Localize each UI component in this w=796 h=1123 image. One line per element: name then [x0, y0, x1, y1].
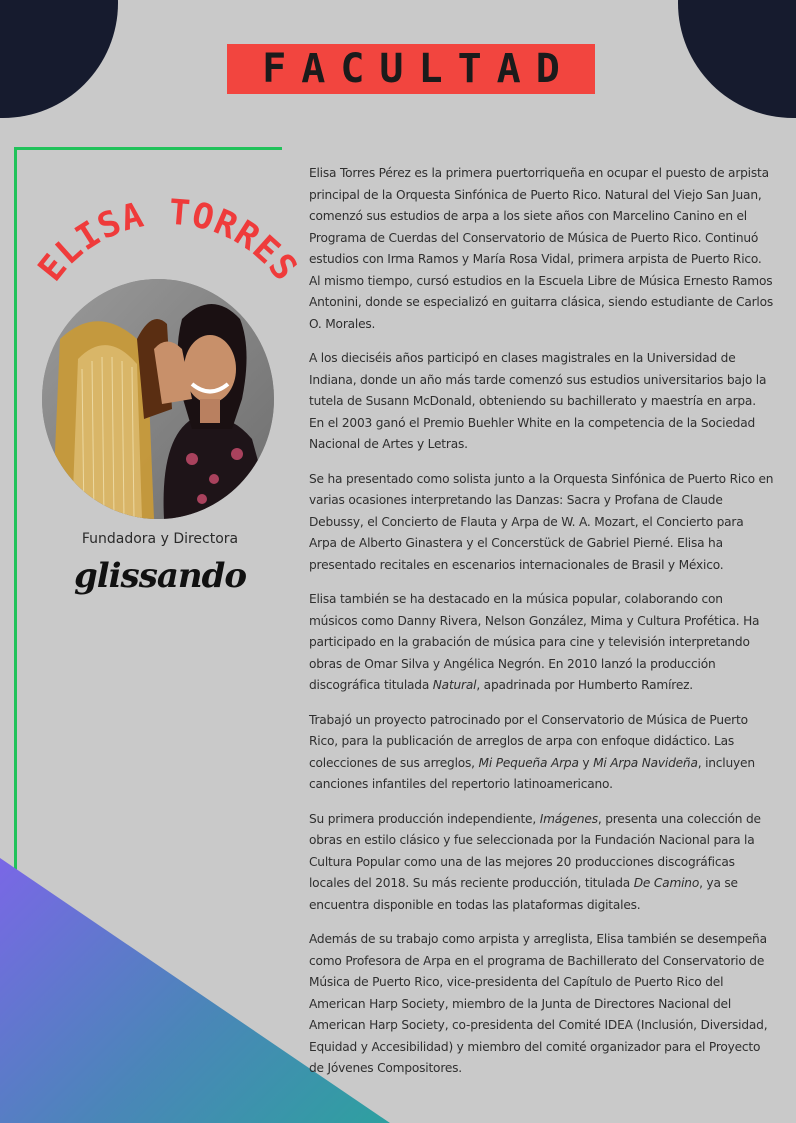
album-title-natural: Natural	[432, 678, 477, 692]
collection-title-1: Mi Pequeña Arpa	[478, 755, 579, 770]
accent-line-horizontal	[14, 147, 282, 150]
corner-circle-right	[678, 0, 796, 118]
bio-text: Elisa también se ha destacado en la música popular, colaborando con músicos como Danny Rivera, Nelson González, Mima y Cultura Profética. Ha participado en la grabación de música para cine y televisión interpretando obras de Omar Silva y Angélica Negrón. En 2010 lanzó la producción discográfica titulada	[309, 592, 760, 692]
bio-paragraph-5	[309, 710, 774, 796]
collection-title-2: Mi Arpa Navideña	[593, 755, 698, 770]
bio-text: , ya se encuentra disponible en todas las plataformas digitales.	[309, 876, 738, 912]
profile-name: ELISA TORRES	[30, 192, 306, 290]
bio-text: y	[578, 755, 594, 770]
bio-paragraph-1: Elisa Torres Pérez es la primera puertorriqueña en ocupar el puesto de arpista principal de la Orquesta Sinfónica de Puerto Rico. Natural del Viejo San Juan, comenzó sus estudios de arpa a los siete años con Marcelino Canino en el Programa de Cuerdas del Conservatorio de Música de Puerto Rico. Continuó estudios con Irma Ramos y María Rosa Vidal, primera arpista de Puerto Rico. Al mismo tiempo, cursó estudios en la Escuela Libre de Música Ernesto Ramos Antonini, donde se especializó en guitarra clásica, siendo estudiante de Carlos O. Morales.	[309, 166, 774, 331]
bio-paragraph-7: Además de su trabajo como arpista y arreglista, Elisa también se desempeña como Profesora de Arpa en el programa de Bachillerato del Conservatorio de Música de Puerto Rico, vice-presidenta del Capítulo de Puerto Rico del American Harp Society, miembro de la Junta de Directores Nacional del American Harp Society, co-presidenta del Comité IDEA (Inclusión, Diversidad, Equidad y Accesibilidad) y miembro del comité organizador para el Proyecto de Jóvenes Compositores.	[309, 932, 768, 1075]
bio-paragraph-6	[309, 809, 774, 917]
corner-circle-left	[0, 0, 118, 118]
page-title: FACULTAD	[262, 46, 575, 92]
bio-text: Su primera producción independiente,	[309, 811, 540, 826]
bio-paragraph-3: Se ha presentado como solista junto a la Orquesta Sinfónica de Puerto Rico en varias ocasiones interpretando las Danzas: Sacra y Profana de Claude Debussy, el Concierto de Flauta y Arpa de W. A. Mozart, el Concierto para Arpa de Alberto Ginastera y el Concerstück de Gabriel Pierné. Elisa ha presentado recitales en escenarios internacionales de Brasil y México.	[309, 471, 774, 572]
biography	[309, 163, 774, 1093]
portrait-illustration	[42, 279, 274, 519]
glissando-logo: glissando	[73, 556, 247, 596]
bio-paragraph-2: A los dieciséis años participó en clases magistrales en la Universidad de Indiana, donde un año más tarde comenzó sus estudios universitarios bajo la tutela de Susann McDonald, obteniendo su bachillerato y maestría en arpa. En el 2003 ganó el Premio Buehler White en la competencia de la Sociedad Nacional de Artes y Letras.	[309, 351, 767, 451]
bio-text: Trabajó un proyecto patrocinado por el Conservatorio de Música de Puerto Rico, para la publicación de arreglos de arpa con enfoque didáctico. Las colecciones de sus arreglos,	[309, 712, 748, 770]
album-title-de-camino: De Camino	[633, 876, 700, 890]
title-banner	[227, 44, 595, 94]
bio-text: , presenta una colección de obras en estilo clásico y fue seleccionada por la Fundación Nacional para la Cultura Popular como una de las mejores 20 producciones discográficas locales del 2018. Su más reciente producción, titulada	[309, 811, 761, 890]
portrait-photo	[42, 279, 274, 519]
bio-text: , incluyen canciones infantiles del repertorio latinoamericano.	[309, 755, 755, 791]
album-title-imagenes: Imágenes	[539, 811, 598, 826]
profile-role: Fundadora y Directora	[81, 531, 239, 547]
bio-text: , apadrinada por Humberto Ramírez.	[476, 678, 693, 692]
bio-paragraph-4	[309, 589, 774, 697]
